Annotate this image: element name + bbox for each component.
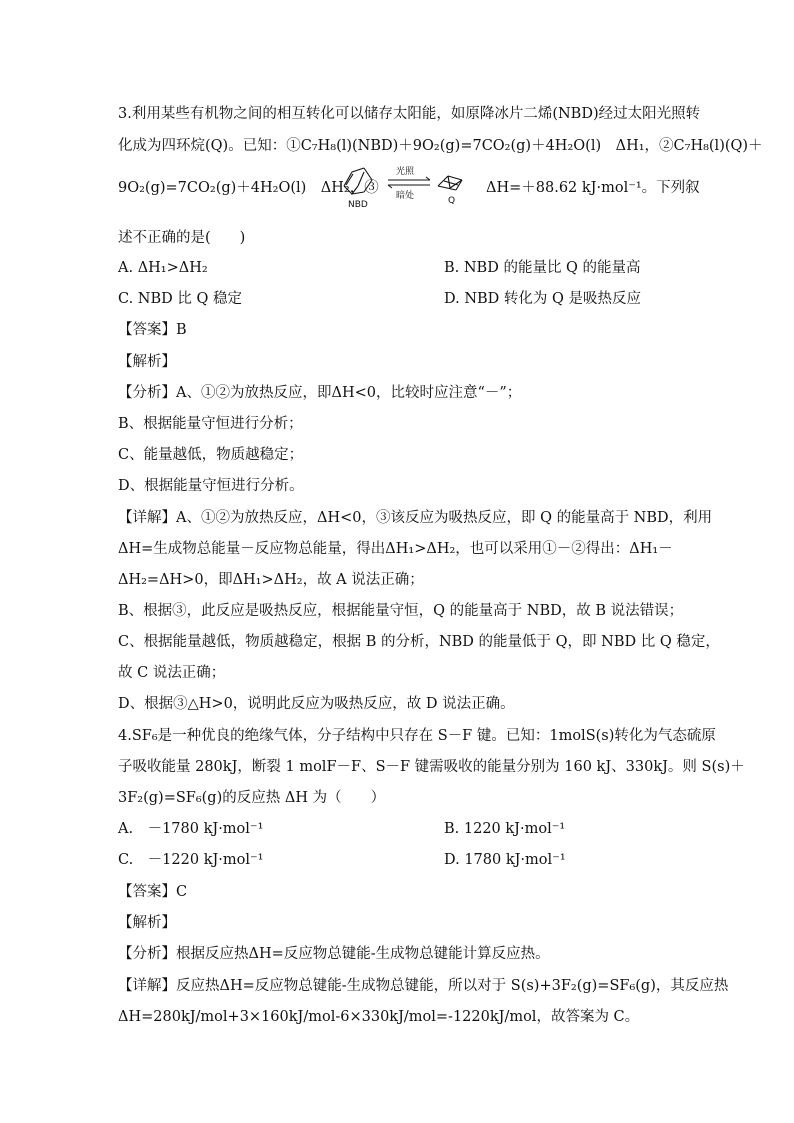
q4-fenxi: 【分析】根据反应热ΔH=反应物总键能-生成物总键能计算反应热。 [118,946,550,962]
arrow-condition-light: 光照 [396,167,415,177]
q3-xiangjie-line-2: ΔH=生成物总能量－反应物总能量，得出ΔH₁>ΔH₂，也可以采用①－②得出：ΔH₁－ [118,541,673,557]
q3-fenxi-line-1: 【分析】A、①②为放热反应，即ΔH<0，比较时应注意“－”； [118,385,522,401]
q4-stem-line-1: 4.SF₆是一种优良的绝缘气体，分子结构中只存在 S－F 键。已知：1molS(s)转化为气态硫原 [118,728,716,744]
q4-option-b: B. 1220 kJ·mol⁻¹ [444,821,566,837]
nbd-to-q-reaction-diagram [338,160,478,210]
q3-xiangjie-line-6: 故 C 说法正确； [118,665,226,681]
nbd-label: NBD [348,200,368,210]
q3-stem-line-2: 化成为四环烷(Q)。已知：①C₇H₈(l)(NBD)＋9O₂(g)=7CO₂(g)＋4H₂O(l) ΔH₁，②C₇H₈(l)(Q)＋ [118,138,763,154]
q4-analysis-heading: 【解析】 [118,915,176,931]
q4-option-d: D. 1780 kJ·mol⁻¹ [444,852,566,868]
q3-option-a: A. ΔH₁>ΔH₂ [118,260,208,276]
q4-option-c: C. －1220 kJ·mol⁻¹ [118,852,264,868]
q3-xiangjie-line-7: D、根据③△H>0，说明此反应为吸热反应，故 D 说法正确。 [118,696,515,712]
q4-xiangjie-line-2: ΔH=280kJ/mol+3×160kJ/mol-6×330kJ/mol=-1220kJ/mol，故答案为 C。 [118,1009,640,1025]
q3-fenxi-line-2: B、根据能量守恒进行分析； [118,416,303,432]
q3-option-c: C. NBD 比 Q 稳定 [118,291,242,307]
q3-fenxi-line-3: C、能量越低，物质越稳定； [118,447,304,463]
q3-stem-line-3-left: 9O₂(g)=7CO₂(g)＋4H₂O(l) ΔH₂，③ [118,180,379,196]
q3-stem-line-4: 述不正确的是( ) [118,230,246,246]
arrow-condition-dark: 暗处 [396,191,415,201]
q3-xiangjie-line-5: C、根据能量越低，物质越稳定，根据 B 的分析，NBD 的能量低于 Q，即 NBD 比 Q 稳定， [118,634,720,650]
q3-xiangjie-line-3: ΔH₂=ΔH>0，即ΔH₁>ΔH₂，故 A 说法正确； [118,572,424,588]
q3-option-d: D. NBD 转化为 Q 是吸热反应 [444,291,642,307]
q3-stem-line-3-right: ΔH=＋88.62 kJ·mol⁻¹。下列叙 [486,180,700,196]
q3-answer: 【答案】B [118,322,187,338]
q4-option-a: A. －1780 kJ·mol⁻¹ [118,821,264,837]
q3-fenxi-line-4: D、根据能量守恒进行分析。 [118,478,304,494]
q4-stem-line-3: 3F₂(g)=SF₆(g)的反应热 ΔH 为（ ） [118,790,386,806]
q-structure-icon [438,176,462,190]
q3-option-b: B. NBD 的能量比 Q 的能量高 [444,260,641,276]
nbd-structure-icon [344,168,372,194]
q3-stem-line-1: 3.利用某些有机物之间的相互转化可以储存太阳能，如原降冰片二烯(NBD)经过太阳光照转 [118,106,701,122]
q4-xiangjie-line-1: 【详解】反应热ΔH=反应物总键能-生成物总键能，所以对于 S(s)+3F₂(g)=SF₆(g)，其反应热 [118,978,729,994]
q-label: Q [448,196,456,206]
q3-xiangjie-line-4: B、根据③，此反应是吸热反应，根据能量守恒，Q 的能量高于 NBD，故 B 说法错误； [118,603,684,619]
q3-analysis-heading: 【解析】 [118,354,176,370]
q3-xiangjie-line-1: 【详解】A、①②为放热反应，ΔH<0，③该反应为吸热反应，即 Q 的能量高于 NBD，利用 [118,510,713,526]
q4-stem-line-2: 子吸收能量 280kJ，断裂 1 molF－F、S－F 键需吸收的能量分别为 160 kJ、330kJ。则 S(s)＋ [118,759,745,775]
q4-answer: 【答案】C [118,884,188,900]
